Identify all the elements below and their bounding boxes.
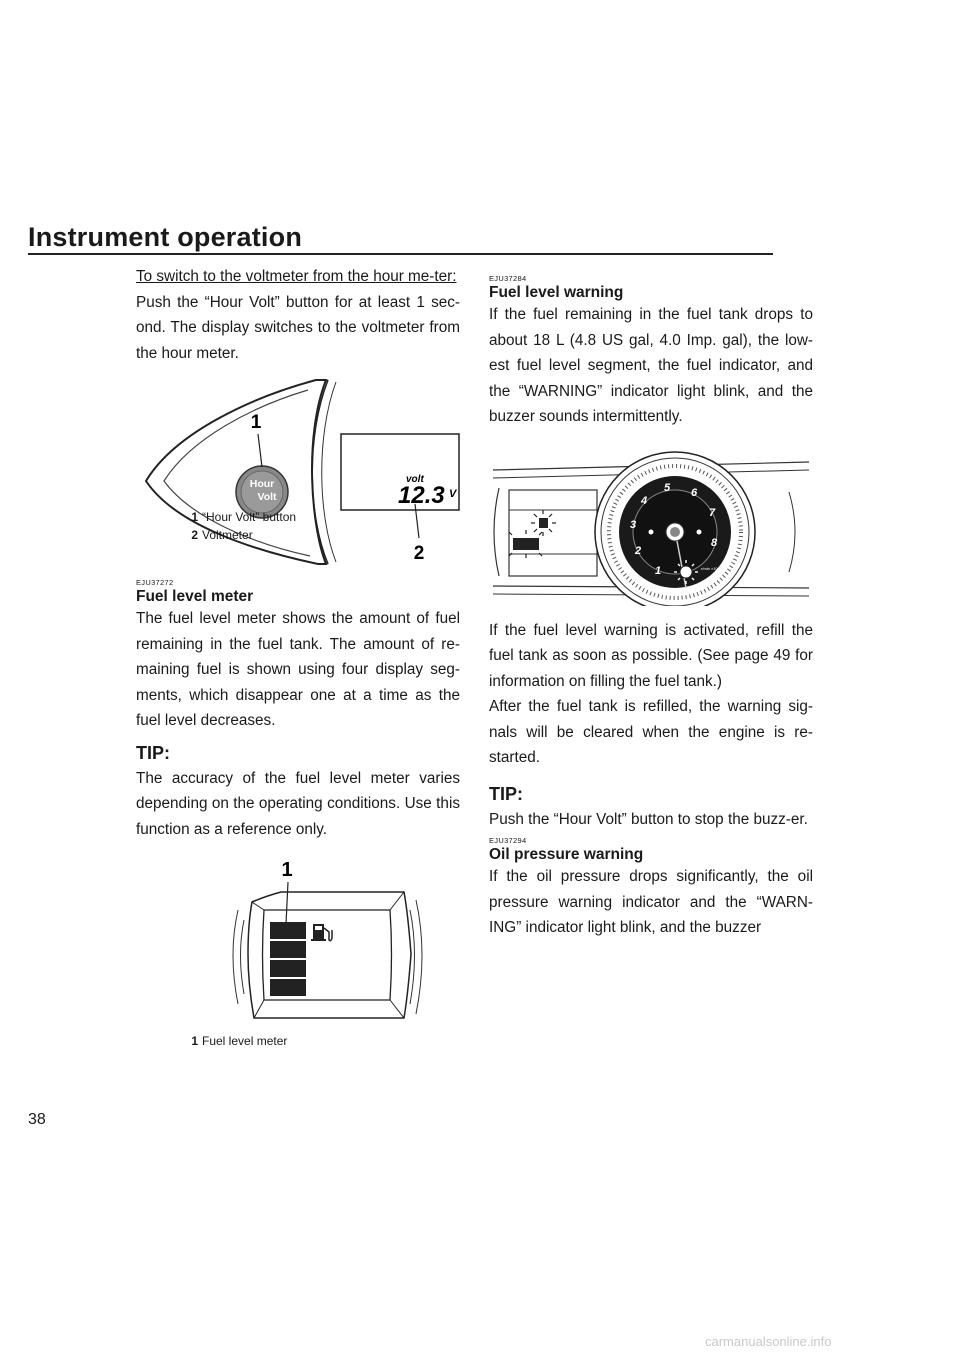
callout-2: 2 <box>413 543 425 564</box>
dial-number-4: 4 <box>641 494 648 507</box>
voltmeter-switch-text: Push the “Hour Volt” button for at least 1 sec-ond. The display switches to the voltmeter from the hour meter. <box>136 293 460 362</box>
volt-unit: V <box>449 488 457 500</box>
dial-number-8: 8 <box>711 536 718 549</box>
button-label-volt: Volt <box>257 491 277 503</box>
oil-pressure-warning-text: If the oil pressure drops significantly, the oil pressure warning indicator and the “WARN-ING” indicator light blink, and the buzzer <box>489 868 813 936</box>
volt-label: volt <box>406 474 424 485</box>
tip-label: TIP: <box>136 742 170 763</box>
callout-1: 1 <box>250 412 262 433</box>
hour-volt-figure <box>136 376 460 566</box>
page-title: Instrument operation <box>28 222 303 252</box>
warning-activated-text: If the fuel level warning is activated, refill the fuel tank as soon as possible. (See page 49 for information on filling the fuel tank.) <box>489 621 813 690</box>
dial-number-1: 1 <box>655 564 662 577</box>
tip-text-right: Push the “Hour Volt” button to stop the buzz-er. <box>489 810 808 828</box>
fuel-pump-icon <box>311 924 332 941</box>
tip-label-right: TIP: <box>489 783 523 804</box>
caption-hour-volt-button: 1 “Hour Volt” button <box>191 510 297 524</box>
title-rule <box>28 253 773 255</box>
dial-number-2: 2 <box>635 544 642 557</box>
section-code-fuel-meter: EJU37272 <box>136 578 174 587</box>
fuel-segment-2 <box>270 960 306 977</box>
tachometer-illustration <box>489 448 813 606</box>
dial-unit-label: r/min ×1000 <box>701 565 723 571</box>
fuel-segment-4 <box>270 922 306 939</box>
dial-number-5: 5 <box>664 481 671 494</box>
oil-pressure-warning-heading: Oil pressure warning <box>489 846 644 863</box>
voltmeter-switch-heading: To switch to the voltmeter from the hour me-ter: <box>136 268 457 285</box>
fuel-meter-illustration <box>136 854 460 1034</box>
fuel-level-meter-text: The fuel level meter shows the amount of fuel remaining in the fuel tank. The amount of re-maining fuel is shown using four display seg-ments, which disappear one at a time as the fuel level decreases. <box>136 610 460 729</box>
lcd-display <box>509 490 597 576</box>
button-label-hour: Hour <box>249 478 275 490</box>
section-code-oil-warning: EJU37294 <box>489 836 527 845</box>
caption-fuel-level-meter: 1 Fuel level meter <box>191 1034 288 1048</box>
section-code-fuel-warning: EJU37284 <box>489 274 527 283</box>
dial-number-3: 3 <box>630 518 637 531</box>
fuel-segment-3 <box>270 941 306 958</box>
dial-number-7: 7 <box>709 506 716 519</box>
fuel-level-warning-text: If the fuel remaining in the fuel tank drops to about 18 L (4.8 US gal, 4.0 Imp. gal), the low-est fuel level segment, the fuel indicator, and the “WARNING” indicator light blink, and the buzzer sounds intermittently. <box>489 306 813 425</box>
fuel-callout-1: 1 <box>281 859 293 881</box>
refill-text: After the fuel tank is refilled, the warning sig-nals will be cleared when the engine is re-started. <box>489 698 813 766</box>
caption-voltmeter: 2 Voltmeter <box>191 528 253 542</box>
watermark: carmanualsonline.info <box>705 1334 832 1349</box>
right-column <box>489 264 813 941</box>
page-number: 38 <box>28 1111 46 1128</box>
tip-text: The accuracy of the fuel level meter varies depending on the operating conditions. Use this function as a reference only. <box>136 769 460 838</box>
fuel-segment-1 <box>270 979 306 996</box>
dial-number-6: 6 <box>691 486 698 499</box>
fuel-meter-figure <box>136 854 460 1054</box>
fuel-level-meter-heading: Fuel level meter <box>136 588 254 605</box>
fuel-level-warning-heading: Fuel level warning <box>489 284 624 301</box>
left-column <box>136 264 460 1054</box>
volt-value: 12.3 <box>398 482 445 509</box>
tachometer-figure <box>489 448 813 606</box>
